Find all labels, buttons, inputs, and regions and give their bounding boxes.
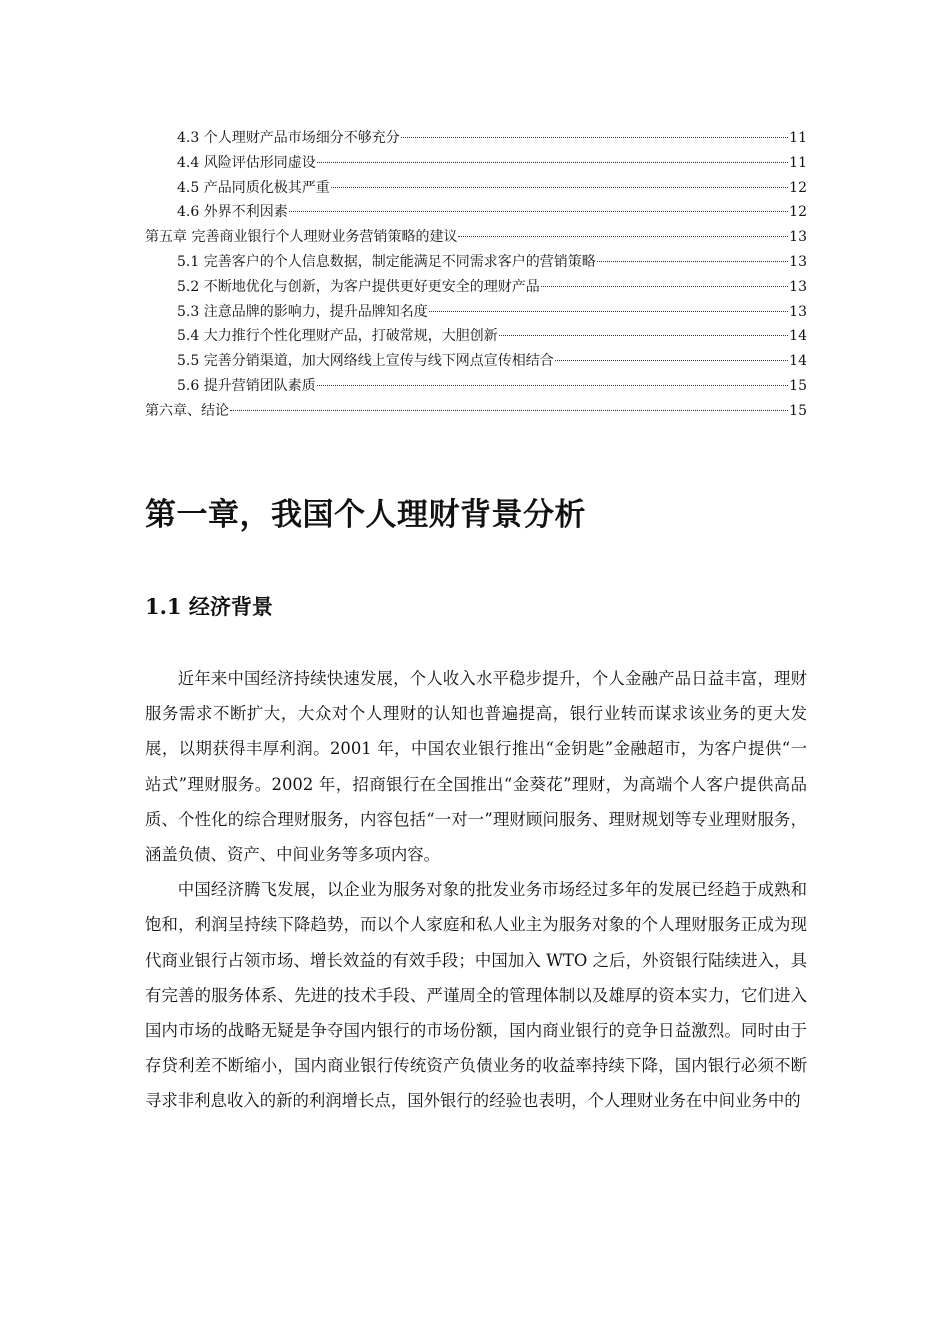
toc-leader-dots (317, 162, 788, 163)
toc-entry-page: 13 (789, 253, 807, 270)
paragraph: 近年来中国经济持续快速发展，个人收入水平稳步提升，个人金融产品日益丰富，理财服务需求不断扩大，大众对个人理财的认知也普遍提高，银行业转而谋求该业务的更大发展，以期获得丰厚利润。2001 年，中国农业银行推出“金钥匙”金融超市，为客户提供“一站式”理财服务。2002 年，招商银行在全国推出“金葵花”理财，为高端个人客户提供高品质、个性化的综合理财服务，内容包括“一对一”理财顾问服务、理财规划等专业理财服务，涵盖负债、资产、中间业务等多项内容。 (145, 669, 807, 865)
toc-entry[interactable] (145, 176, 807, 201)
toc-entry-title: 第五章 完善商业银行个人理财业务营销策略的建议 (145, 229, 458, 246)
toc-leader-dots (331, 187, 788, 188)
toc-entry-title: 4.3 个人理财产品市场细分不够充分 (177, 130, 400, 146)
toc-leader-dots (317, 385, 788, 386)
body-text (145, 661, 807, 1119)
toc-entry[interactable] (145, 324, 807, 349)
toc-entry-title: 第六章、结论 (145, 402, 229, 419)
toc-entry-page: 12 (789, 204, 807, 221)
toc-leader-dots (458, 236, 788, 237)
toc-entry[interactable] (145, 151, 807, 176)
toc-entry[interactable] (145, 250, 807, 275)
toc-entry-title: 5.3 注意品牌的影响力，提升品牌知名度 (177, 303, 428, 320)
toc-leader-dots (555, 360, 788, 361)
toc-entry-page: 13 (789, 303, 807, 320)
toc-entry[interactable] (145, 399, 807, 424)
chapter-heading: 第一章，我国个人理财背景分析 (145, 497, 586, 533)
toc-entry-title: 4.6 外界不利因素 (177, 204, 288, 221)
toc-leader-dots (499, 335, 788, 336)
toc-entry-title: 5.6 提升营销团队素质 (177, 377, 316, 394)
table-of-contents (145, 126, 807, 424)
toc-leader-dots (230, 410, 788, 411)
section-heading: 1.1 经济背景 (145, 594, 273, 619)
toc-entry[interactable] (145, 126, 807, 151)
toc-entry[interactable] (145, 300, 807, 325)
toc-entry-page: 14 (789, 353, 807, 370)
toc-entry-title: 5.4 大力推行个性化理财产品，打破常规，大胆创新 (177, 328, 498, 345)
toc-entry[interactable] (145, 225, 807, 250)
toc-entry-page: 13 (789, 229, 807, 246)
toc-entry-title: 5.2 不断地优化与创新，为客户提供更好更安全的理财产品 (177, 278, 540, 295)
toc-entry[interactable] (145, 275, 807, 300)
paragraph: 中国经济腾飞发展，以企业为服务对象的批发业务市场经过多年的发展已经趋于成熟和饱和，利润呈持续下降趋势，而以个人家庭和私人业主为服务对象的个人理财服务正成为现代商业银行占领市场、增长效益的有效手段；中国加入 WTO 之后，外资银行陆续进入，具有完善的服务体系、先进的技术手段、严谨周全的管理体制以及雄厚的资本实力，它们进入国内市场的战略无疑是争夺国内银行的市场份额，国内商业银行的竞争日益激烈。同时由于存贷利差不断缩小，国内商业银行传统资产负债业务的收益率持续下降，国内银行必须不断寻求非利息收入的新的利润增长点，国外银行的经验也表明，个人理财业务在中间业务中的 (145, 880, 807, 1111)
toc-entry[interactable] (145, 349, 807, 374)
toc-entry-page: 11 (789, 154, 807, 171)
toc-entry[interactable] (145, 374, 807, 399)
toc-entry-title: 5.1 完善客户的个人信息数据，制定能满足不同需求客户的营销策略 (177, 253, 596, 270)
toc-leader-dots (597, 261, 788, 262)
toc-leader-dots (429, 311, 788, 312)
toc-entry-page: 11 (789, 130, 807, 146)
toc-leader-dots (289, 211, 788, 212)
toc-entry-title: 4.4 风险评估形同虚设 (177, 154, 316, 171)
toc-entry-page: 15 (789, 402, 807, 419)
toc-entry-title: 4.5 产品同质化极其严重 (177, 179, 330, 196)
toc-entry-page: 14 (789, 328, 807, 345)
toc-leader-dots (401, 137, 788, 138)
toc-entry-page: 12 (789, 179, 807, 196)
toc-entry-page: 15 (789, 377, 807, 394)
toc-entry[interactable] (145, 200, 807, 225)
toc-entry-page: 13 (789, 278, 807, 295)
toc-entry-title: 5.5 完善分销渠道，加大网络线上宣传与线下网点宣传相结合 (177, 353, 554, 370)
toc-leader-dots (541, 286, 788, 287)
